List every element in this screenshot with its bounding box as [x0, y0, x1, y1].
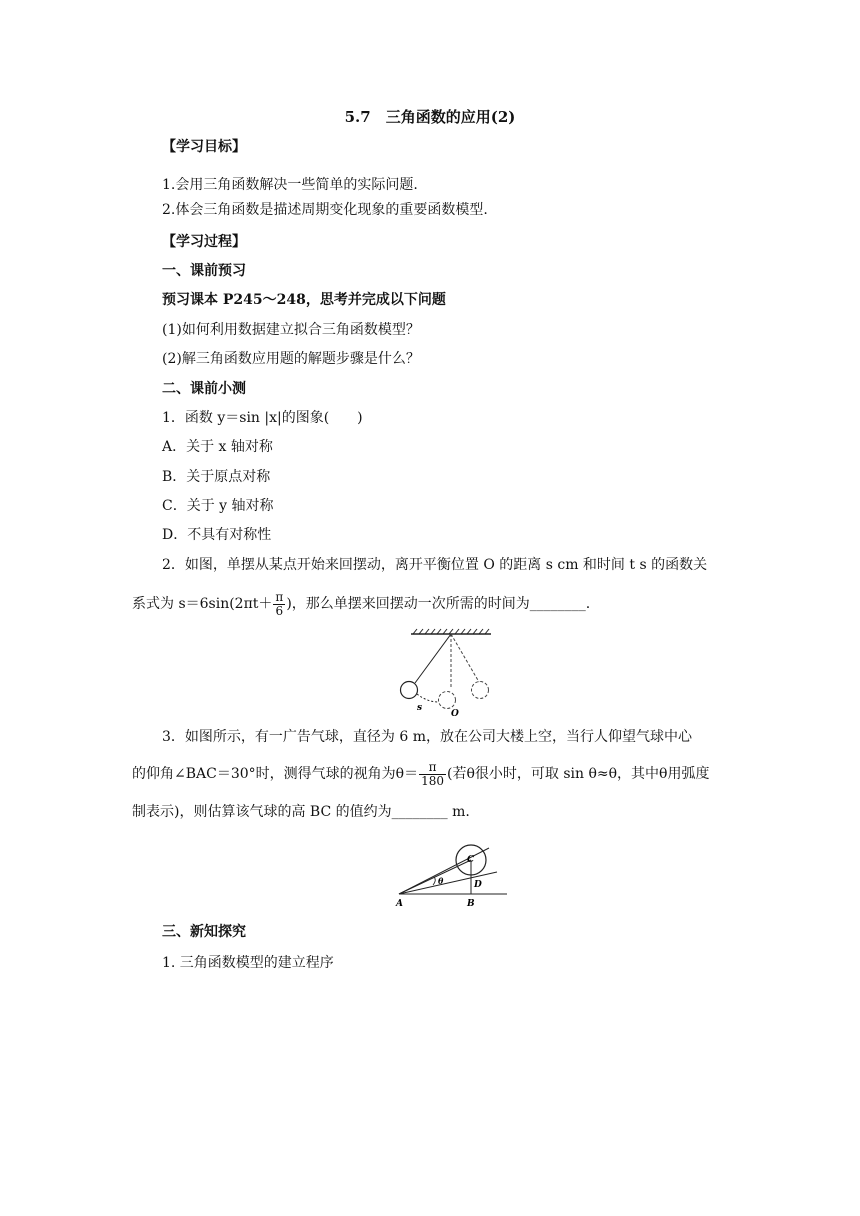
question-3-line-2	[132, 755, 710, 793]
section-3-heading: 三、新知探究	[162, 924, 246, 940]
balloon-label-d: D	[474, 880, 482, 890]
question-3-text-a: 的仰角∠BAC＝30°时，测得气球的视角为θ＝	[132, 766, 419, 782]
fraction-numerator: π	[275, 589, 284, 604]
balloon-label-b: B	[467, 899, 475, 909]
question-1-option-d: D．不具有对称性	[162, 527, 272, 543]
preview-heading: 一、课前预习	[162, 263, 246, 279]
objectives-heading: 【学习目标】	[162, 139, 246, 155]
question-2-line-1: 2．如图，单摆从某点开始来回摆动，离开平衡位置 O 的距离 s cm 和时间 t s 的函数关	[162, 557, 708, 573]
question-2-text-a: 系式为 s＝6sin(2πt＋	[132, 596, 273, 612]
question-1-option-a: A．关于 x 轴对称	[162, 439, 273, 455]
question-3-text-b: (若θ很小时，可取 sin θ≈θ，其中θ用弧度	[447, 766, 710, 782]
fraction-numerator: π	[419, 761, 446, 775]
fraction-denominator: 180	[421, 773, 444, 788]
question-1-option-b: B．关于原点对称	[162, 469, 271, 485]
pi-over-6-fraction	[273, 591, 285, 618]
question-3-line-3: 制表示)，则估算该气球的高 BC 的值约为________ m.	[132, 804, 470, 820]
quiz-heading: 二、课前小测	[162, 381, 246, 397]
question-1-option-c: C．关于 y 轴对称	[162, 498, 274, 514]
pi-over-180-fraction	[419, 761, 446, 788]
pendulum-label-s: s	[417, 703, 423, 713]
objective-item-2: 2.体会三角函数是描述周期变化现象的重要函数模型.	[162, 202, 488, 218]
preview-question-2: (2)解三角函数应用题的解题步骤是什么？	[162, 351, 420, 367]
question-2-line-2	[132, 586, 590, 622]
preview-intro: 预习课本 P245～248，思考并完成以下问题	[162, 292, 446, 308]
question-3-line-1: 3．如图所示，有一广告气球，直径为 6 m，放在公司大楼上空，当行人仰望气球中心	[162, 729, 692, 745]
balloon-label-a: A	[396, 899, 403, 909]
pendulum-label-o: O	[451, 709, 459, 719]
question-1-stem: 1．函数 y＝sin |x|的图象( )	[162, 410, 363, 426]
balloon-label-c: C	[467, 855, 475, 865]
objective-item-1: 1.会用三角函数解决一些简单的实际问题.	[162, 177, 418, 193]
pendulum-figure	[395, 628, 505, 720]
section-3-item-1: 1. 三角函数模型的建立程序	[162, 955, 334, 971]
fraction-denominator: 6	[275, 603, 284, 618]
balloon-label-theta: θ	[438, 876, 444, 886]
process-heading: 【学习过程】	[162, 234, 246, 250]
balloon-figure	[393, 840, 511, 912]
question-2-text-b: )，那么单摆来回摆动一次所需的时间为________.	[286, 596, 591, 612]
preview-question-1: (1)如何利用数据建立拟合三角函数模型？	[162, 322, 420, 338]
page-title: 5.7 三角函数的应用(2)	[344, 108, 516, 126]
